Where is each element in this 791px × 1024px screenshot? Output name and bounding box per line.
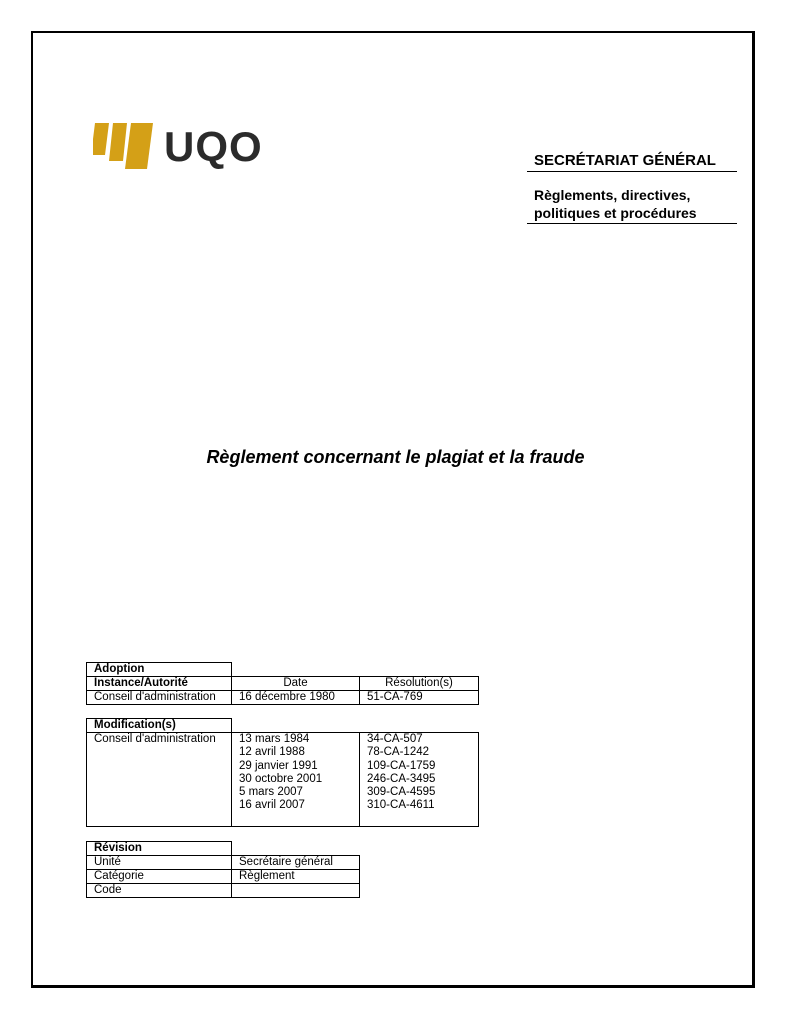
- revision-unit-label: Unité: [87, 856, 232, 870]
- modification-resolution: 109-CA-1759: [367, 759, 436, 772]
- logo-bar-2: [109, 123, 127, 161]
- logo-bar-1: [93, 123, 109, 155]
- modification-resolution: 78-CA-1242: [367, 746, 430, 759]
- revision-code-value: [232, 884, 360, 898]
- adoption-table: [86, 662, 479, 705]
- document-title: Règlement concernant le plagiat et la fraude: [206, 447, 585, 467]
- adoption-instance: Conseil d'administration: [87, 691, 232, 705]
- adoption-col-instance: Instance/Autorité: [87, 677, 232, 691]
- department-title: SECRÉTARIAT GÉNÉRAL: [527, 150, 737, 172]
- adoption-resolution: 51-CA-769: [360, 691, 479, 705]
- modifications-instance: Conseil d'administration: [87, 733, 232, 827]
- table-row: [87, 870, 360, 884]
- department-header: [527, 150, 737, 224]
- department-subtitle-line1: Règlements, directives,: [534, 187, 691, 203]
- modifications-resolutions: [360, 733, 479, 827]
- logo-text: UQO: [164, 123, 263, 170]
- adoption-col-date: Date: [232, 677, 360, 691]
- modification-date: 5 mars 2007: [239, 786, 303, 799]
- revision-category-value: Règlement: [232, 870, 360, 884]
- revision-unit-value: Secrétaire général: [232, 856, 360, 870]
- modification-resolution: 309-CA-4595: [367, 786, 436, 799]
- revision-code-label: Code: [87, 884, 232, 898]
- modification-date: 12 avril 1988: [239, 746, 305, 759]
- modification-date: 30 octobre 2001: [239, 772, 323, 785]
- modification-resolution: 34-CA-507: [367, 733, 423, 745]
- adoption-col-resolution: Résolution(s): [360, 677, 479, 691]
- revision-category-label: Catégorie: [87, 870, 232, 884]
- revision-section-label: Révision: [87, 842, 232, 856]
- modification-date: 13 mars 1984: [239, 733, 310, 745]
- department-subtitle: [527, 172, 737, 224]
- table-row: [87, 856, 360, 870]
- modifications-table: [86, 718, 479, 827]
- modification-date: 29 janvier 1991: [239, 759, 318, 772]
- logo-bar-3: [125, 123, 153, 169]
- modification-resolution: 310-CA-4611: [367, 799, 435, 812]
- modifications-dates: [232, 733, 360, 827]
- adoption-date: 16 décembre 1980: [232, 691, 360, 705]
- table-row: [87, 884, 360, 898]
- adoption-section-label: Adoption: [87, 663, 232, 677]
- modification-date: 16 avril 2007: [239, 799, 305, 812]
- modifications-section-label: Modification(s): [87, 719, 232, 733]
- revision-table: [86, 841, 360, 898]
- modification-resolution: 246-CA-3495: [367, 772, 436, 785]
- department-subtitle-line2: politiques et procédures: [534, 205, 697, 221]
